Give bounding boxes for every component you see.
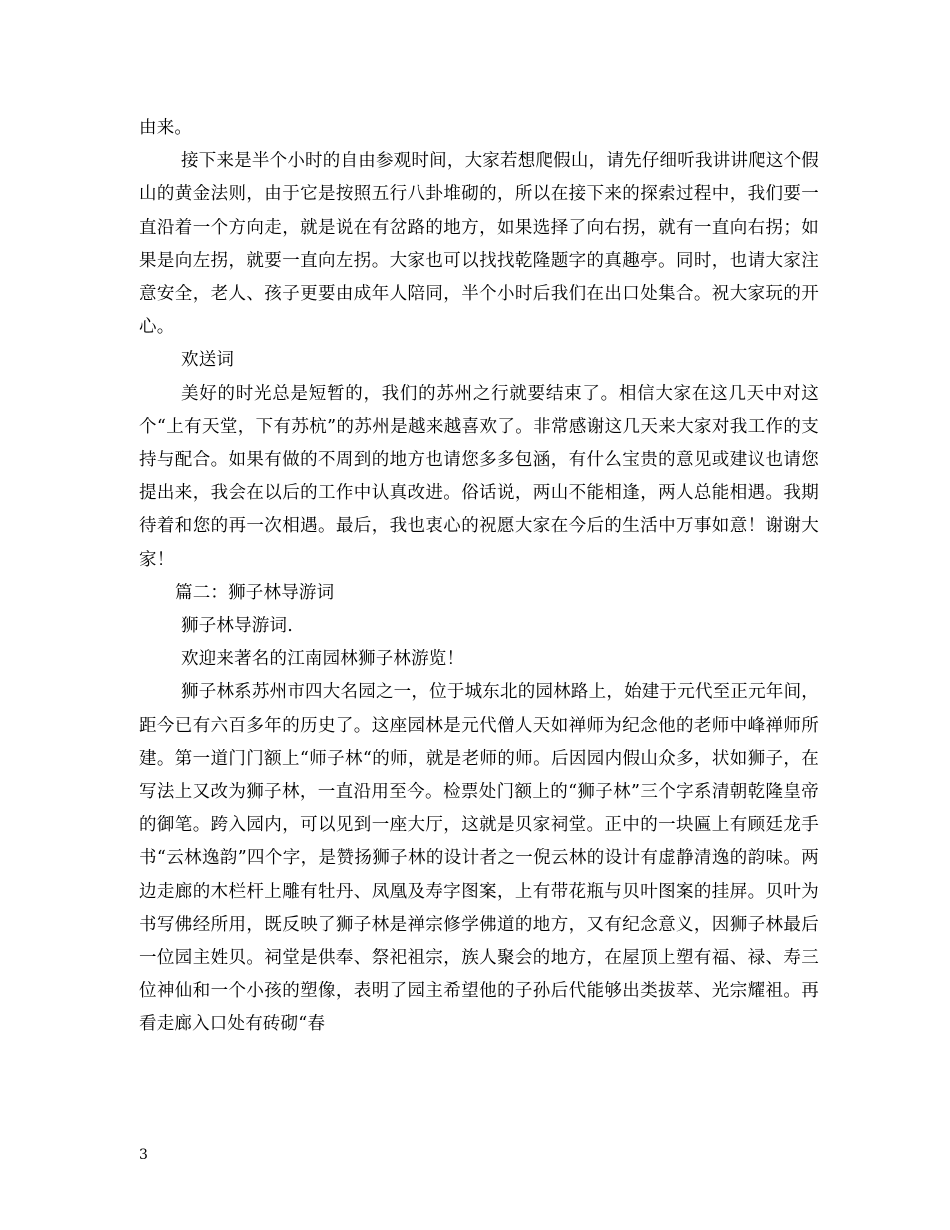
chapter-heading: 篇二：狮子林导游词 [175, 582, 335, 603]
paragraph-lion-grove-history: 狮子林系苏州市四大名园之一，位于城东北的园林路上，始建于元代至正元年间，距今已有六百多年的历史了。这座园林是元代僧人天如禅师为纪念他的老师中峰禅师所建。第一道门门额上“师子林“的师，就是老师的师。后因园内假山众多，状如狮子，在写法上又改为狮子林，一直沿用至今。检票处门额上的“狮子林”三个字系清朝乾隆皇帝的御笔。跨入园内，可以见到一座大厅，这就是贝家祠堂。正中的一块匾上有顾廷龙手书“云林逸韵”四个字，是赞扬狮子林的设计者之一倪云林的设计有虚静清逸的韵味。两边走廊的木栏杆上雕有牡丹、凤凰及寿字图案，上有带花瓶与贝叶图案的挂屏。贝叶为书写佛经所用，既反映了狮子林是禅宗修学佛道的地方，又有纪念意义，因狮子林最后一位园主姓贝。祠堂是供奉、祭祀祖宗，族人聚会的地方，在屋顶上塑有福、禄、寿三位神仙和一个小孩的塑像，表明了园主希望他的子孙后代能够出类拔萃、光宗耀祖。再看走廊入口处有砖砌“春 [139, 682, 819, 1035]
paragraph-welcome: 欢迎来著名的江南园林狮子林游览！ [181, 649, 465, 670]
document-subtitle: 狮子林导游词. [181, 616, 293, 637]
paragraph-rockery-visit: 接下来是半个小时的自由参观时间，大家若想爬假山，请先仔细听我讲讲爬这个假山的黄金法则，由于它是按照五行八卦堆砌的，所以在接下来的探索过程中，我们要一直沿着一个方向走，就是说在有岔路的地方，如果选择了向右拐，就有一直向右拐；如果是向左拐，就要一直向左拐。大家也可以找找乾隆题字的真趣亭。同时，也请大家注意安全，老人、孩子更要由成年人陪同，半个小时后我们在出口处集合。祝大家玩的开心。 [139, 151, 819, 338]
document-body [139, 112, 819, 1042]
paragraph-farewell-speech: 美好的时光总是短暂的，我们的苏州之行就要结束了。相信大家在这几天中对这个“上有天堂，下有苏杭”的苏州是越来越喜欢了。非常感谢这几天来大家对我工作的支持与配合。如果有做的不周到的地方也请您多多包涵，有什么宝贵的意见或建议也请您提出来，我会在以后的工作中认真改进。俗话说，两山不能相逢，两人总能相遇。我期待着和您的再一次相遇。最后，我也衷心的祝愿大家在今后的生活中万事如意！谢谢大家！ [139, 383, 819, 570]
page-number: 3 [139, 1147, 148, 1163]
paragraph-continuation: 由来。 [139, 118, 193, 138]
section-heading-farewell: 欢送词 [181, 350, 235, 371]
